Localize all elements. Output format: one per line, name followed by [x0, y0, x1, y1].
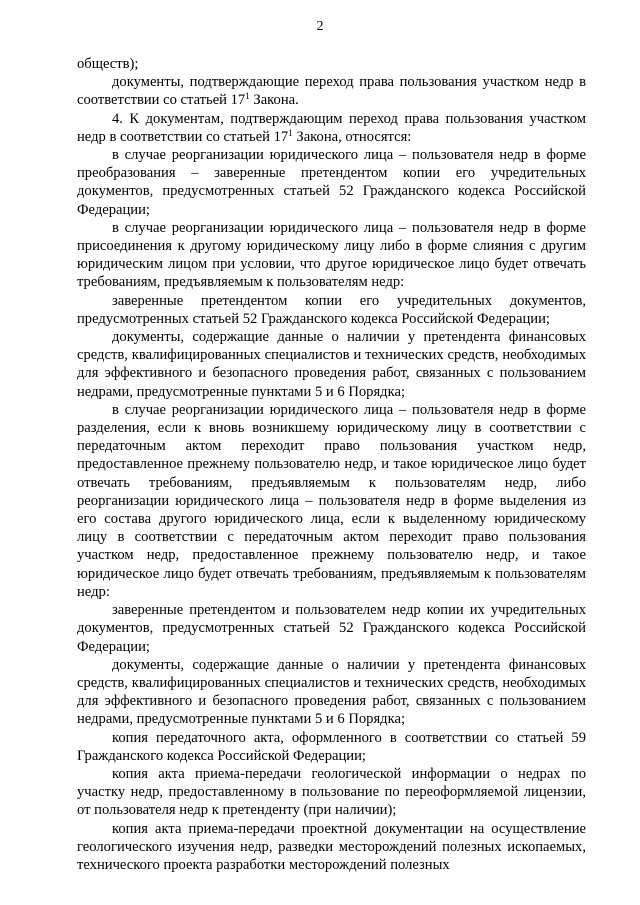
paragraph: документы, подтверждающие переход права пользования участком недр в соответствии со статьей $17^1$ Закона.	[77, 74, 586, 109]
paragraph: 4. К документам, подтверждающим переход права пользования участком недр в соответствии со статьей $17^1$ Закона, относятся:	[77, 110, 586, 145]
paragraph: обществ);	[77, 56, 139, 72]
page-number: 2	[316, 19, 324, 34]
body-text	[77, 55, 586, 874]
paragraph: документы, содержащие данные о наличии у претендента финансовых средств, квалифицированных специалистов и технических средств, необходимых для эффективного и безопасного проведения работ, связанных с пользованием недрами, предусмотренные пунктами 5 и 6 Порядка;	[77, 656, 586, 728]
paragraph: заверенные претендентом копии его учредительных документов, предусмотренных статьей 52 Гражданского кодекса Российской Федерации;	[77, 292, 586, 327]
paragraph: в случае реорганизации юридического лица – пользователя недр в форме присоединения к другому юридическому лицу либо в форме слияния с другим юридическим лицом при условии, что другое юридическое лицо будет отвечать требованиям, предъявляемым к пользователям недр:	[77, 219, 586, 291]
paragraph: документы, содержащие данные о наличии у претендента финансовых средств, квалифицированных специалистов и технических средств, необходимых для эффективного и безопасного проведения работ, связанных с пользованием недрами, предусмотренные пунктами 5 и 6 Порядка;	[77, 329, 586, 400]
paragraph: копия акта приема-передачи проектной документации на осуществление геологического изучения недр, разведки месторождений полезных ископаемых, технического проекта разработки месторождений полезных	[77, 820, 586, 873]
paragraph: заверенные претендентом и пользователем недр копии их учредительных документов, предусмотренных статьей 52 Гражданского кодекса Российской Федерации;	[77, 602, 586, 655]
paragraph: в случае реорганизации юридического лица – пользователя недр в форме разделения, если к вновь возникшему юридическому лицу в соответствии с передаточным актом переходит право пользования участком недр, предоставленное прежнему пользователю недр, и такое юридическое лицо будет отвечать требованиям, предъявляемым к пользователям недр, либо реорганизации юридического лица – пользователя недр в форме выделения из его состава другого юридического лица, если к выделенному юридическому лицу в соответствии с передаточным актом переходит право пользования участком недр, предоставленное прежнему пользователю недр, и такое юридическое лицо будет отвечать требованиям, предъявляемым к пользователям недр:	[77, 401, 586, 600]
paragraph: копия передаточного акта, оформленного в соответствии со статьей 59 Гражданского кодекса Российской Федерации;	[77, 729, 586, 764]
paragraph: в случае реорганизации юридического лица – пользователя недр в форме преобразования – заверенные претендентом копии его учредительных документов, предусмотренных статьей 52 Гражданского кодекса Российской Федерации;	[77, 147, 586, 218]
paragraph: копия акта приема-передачи геологической информации о недрах по участку недр, предоставленному в пользование по переоформляемой лицензии, от пользователя недр к претенденту (при наличии);	[77, 765, 586, 819]
